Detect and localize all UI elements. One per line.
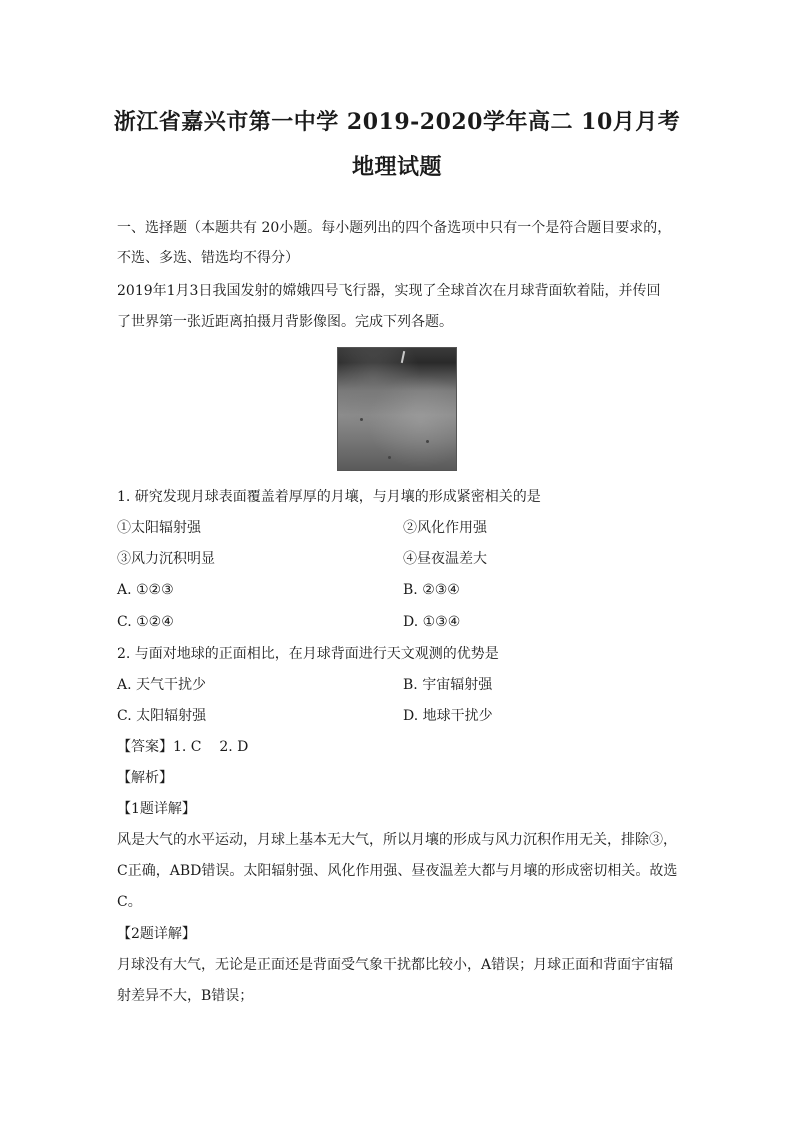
q1-option-a: A. ①②③ [117,582,174,598]
detail1-line2: C正确，ABD错误。太阳辐射强、风化作用强、昼夜温差大都与月壤的形成密切相关。故选 [117,863,678,879]
q2-stem: 2. 与面对地球的正面相比，在月球背面进行天文观测的优势是 [117,646,499,662]
detail1-label: 【1题详解】 [117,801,196,817]
q2-option-a: A. 天气干扰少 [117,677,207,693]
q2-option-b: B. 宇宙辐射强 [403,677,493,693]
q1-option-c: C. ①②④ [117,614,174,630]
photo-speck [388,456,391,459]
document-subtitle: 地理试题 [351,154,442,180]
detail2-line2: 射差异不大，B错误； [117,988,254,1004]
answer-line: 【答案】1. C 2. D [117,739,249,755]
section-intro-line1: 一、选择题（本题共有 20小题。每小题列出的四个备选项中只有一个是符合题目要求的， [117,220,672,236]
q1-statement-3: ③风力沉积明显 [117,551,215,567]
passage-line2: 了世界第一张近距离拍摄月背影像图。完成下列各题。 [117,314,453,330]
photo-speck [426,440,429,443]
section-intro-line2: 不选、多选、错选均不得分） [117,250,299,266]
photo-speck [360,418,363,421]
q1-statement-4: ④昼夜温差大 [403,551,487,567]
detail1-line3: C。 [117,894,142,910]
q2-option-d: D. 地球干扰少 [403,708,493,724]
lunar-far-side-photo [337,347,457,471]
photo-streak [401,351,405,363]
detail2-line1: 月球没有大气，无论是正面还是背面受气象干扰都比较小，A错误；月球正面和背面宇宙辐 [117,957,674,973]
q2-option-c: C. 太阳辐射强 [117,708,207,724]
passage-line1: 2019年1月3日我国发射的嫦娥四号飞行器，实现了全球首次在月球背面软着陆，并传回 [117,283,661,299]
q1-option-b: B. ②③④ [403,582,460,598]
q1-statement-2: ②风化作用强 [403,520,487,536]
document-title: 浙江省嘉兴市第一中学 2019-2020学年高二 10月月考 [113,109,681,135]
detail1-line1: 风是大气的水平运动，月球上基本无大气，所以月壤的形成与风力沉积作用无关，排除③， [117,832,677,848]
analysis-label: 【解析】 [117,770,173,786]
q1-option-d: D. ①③④ [403,614,461,630]
detail2-label: 【2题详解】 [117,926,196,942]
q1-statement-1: ①太阳辐射强 [117,520,201,536]
q1-stem: 1. 研究发现月球表面覆盖着厚厚的月壤，与月壤的形成紧密相关的是 [117,489,541,505]
